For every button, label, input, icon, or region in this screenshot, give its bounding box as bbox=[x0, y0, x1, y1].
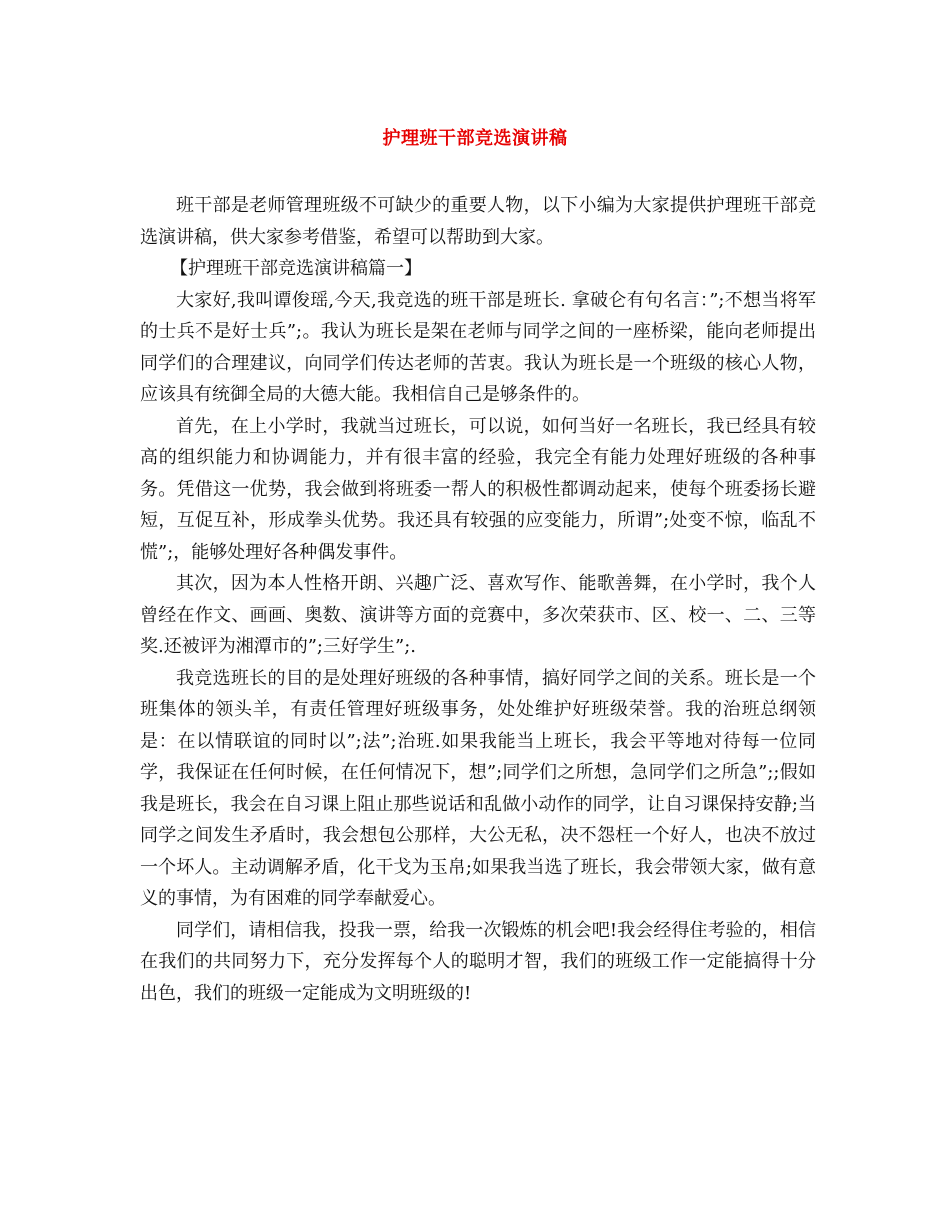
body-paragraph-1: 大家好,我叫谭俊瑶,今天,我竞选的班干部是班长. 拿破仑有句名言：”;不想当将军的士兵不是好士兵”;。我认为班长是架在老师与同学之间的一座桥梁，能向老师提出同学们的合理建议，向同学们传达老师的苦衷。我认为班长是一个班级的核心人物，应该具有统御全局的大德大能。我相信自己是够条件的。 bbox=[140, 289, 816, 405]
intro-paragraph: 班干部是老师管理班级不可缺少的重要人物，以下小编为大家提供护理班干部竞选演讲稿，供大家参考借鉴，希望可以帮助到大家。 bbox=[140, 195, 816, 248]
body-paragraph-2: 首先，在上小学时，我就当过班长，可以说，如何当好一名班长，我已经具有较高的组织能力和协调能力，并有很丰富的经验，我完全有能力处理好班级的各种事务。凭借这一优势，我会做到将班委一帮人的积极性都调动起来，使每个班委扬长避短，互促互补，形成拳头优势。我还具有较强的应变能力，所谓”;处变不惊，临乱不慌”;，能够处理好各种偶发事件。 bbox=[140, 415, 816, 563]
document-title: 护理班干部竞选演讲稿 bbox=[382, 128, 568, 149]
body-paragraph-3: 其次，因为本人性格开朗、兴趣广泛、喜欢写作、能歌善舞，在小学时，我个人曾经在作文、画画、奥数、演讲等方面的竞赛中，多次荣获市、区、校一、二、三等奖.还被评为湘潭市的”;三好学生”;. bbox=[140, 573, 816, 657]
document-body bbox=[140, 190, 816, 1009]
body-paragraph-4: 我竞选班长的目的是处理好班级的各种事情，搞好同学之间的关系。班长是一个班集体的领头羊，有责任管理好班级事务，处处维护好班级荣誉。我的治班总纲领是：在以情联谊的同时以”;法”;治班.如果我能当上班长，我会平等地对待每一位同学，我保证在任何时候，在任何情况下，想”;同学们之所想，急同学们之所急”;;假如我是班长，我会在自习课上阻止那些说话和乱做小动作的同学，让自习课保持安静;当同学之间发生矛盾时，我会想包公那样，大公无私，决不怨枉一个好人，也决不放过一个坏人。主动调解矛盾，化干戈为玉帛;如果我当选了班长，我会带领大家，做有意义的事情，为有困难的同学奉献爱心。 bbox=[140, 667, 816, 909]
section-heading: 【护理班干部竞选演讲稿篇一】 bbox=[170, 258, 422, 279]
body-paragraph-5: 同学们，请相信我，投我一票，给我一次锻炼的机会吧!我会经得住考验的，相信在我们的共同努力下，充分发挥每个人的聪明才智，我们的班级工作一定能搞得十分出色，我们的班级一定能成为文明班级的! bbox=[140, 919, 816, 1004]
